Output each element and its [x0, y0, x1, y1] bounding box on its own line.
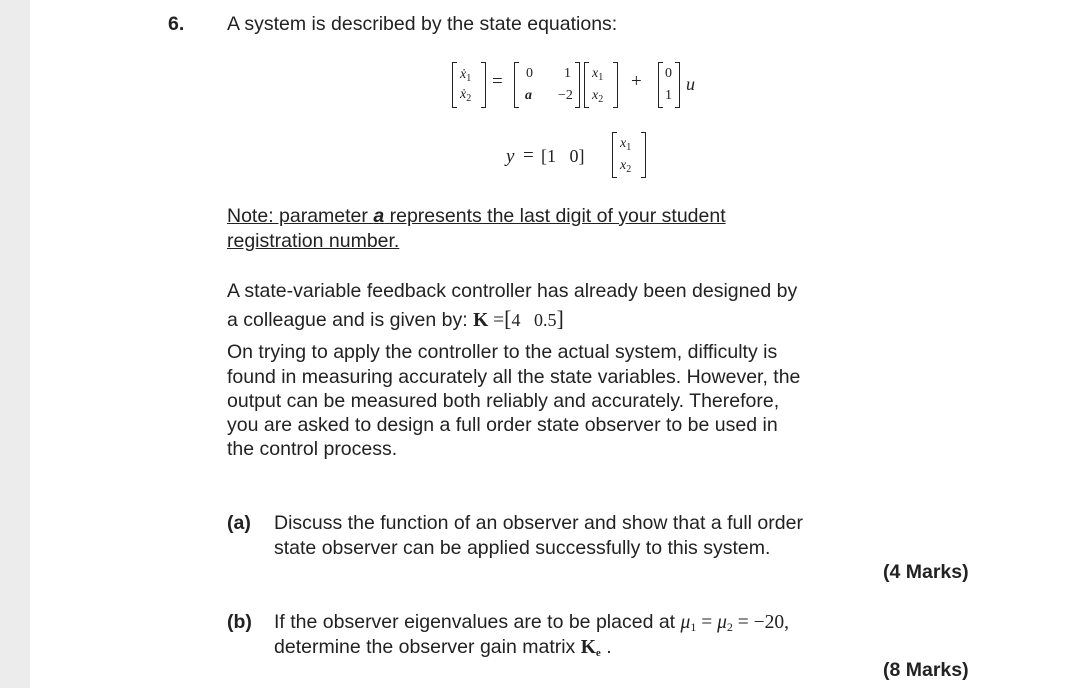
part-a-label: (a) [227, 512, 251, 534]
part-b-marks: (8 Marks) [883, 659, 969, 681]
gain-k-values: 4 0.5 [511, 310, 557, 330]
part-a-line-2: state observer can be applied successfully to this system. [274, 537, 771, 559]
a12: 1 [564, 66, 571, 81]
paragraph-2-line-4: you are asked to design a full order state observer to be used in [227, 414, 778, 436]
output-equals: = [523, 145, 534, 166]
left-margin-strip [0, 0, 30, 688]
a21-param: a [525, 88, 532, 103]
matrix-c: [1 0] [541, 146, 585, 166]
note-line-1: Note: parameter a represents the last digit of your student [227, 205, 726, 227]
question-intro: A system is described by the state equations: [227, 13, 618, 35]
note-param: a [373, 205, 385, 227]
note-line-2: registration number. [227, 230, 400, 252]
question-number: 6. [168, 13, 185, 35]
mu-2: μ [717, 612, 727, 633]
output-y: y [506, 146, 515, 167]
mu-1: μ [680, 612, 691, 633]
input-u: u [686, 74, 695, 94]
matrix-a [514, 62, 580, 108]
output-state-vector: $x_1$ $x_2$ [612, 132, 646, 178]
equals-sign: = [492, 71, 503, 92]
x1-dot: ẋ [460, 67, 467, 82]
part-b-line-2: determine the observer gain matrix $K_e$ . [274, 636, 612, 659]
x2-dot: ẋ [460, 87, 467, 102]
gain-k: K [473, 310, 489, 331]
eigenvalue-value: = −20, [732, 612, 789, 633]
part-b-line-1: If the observer eigenvalues are to be placed at $\mu_1 = \mu_2 = -20$, [274, 611, 789, 634]
paragraph-2-line-3: output can be measured both reliably and accurately. Therefore, [227, 390, 780, 412]
state-vector: $x_1$ $x_2$ [584, 62, 618, 108]
paragraph-2-line-2: found in measuring accurately all the state variables. However, the [227, 366, 801, 388]
a11: 0 [526, 66, 533, 81]
lhs-vector: ẋ$_1$ ẋ$_2$ [452, 62, 486, 108]
a22: −2 [558, 88, 573, 103]
part-a-line-1: Discuss the function of an observer and show that a full order [274, 512, 803, 534]
observer-gain-ke: K [580, 637, 596, 658]
paragraph-1-line-1: A state-variable feedback controller has already been designed by [227, 280, 798, 302]
paragraph-1-line-2: a colleague and is given by: K =[4 0.5] [227, 306, 564, 331]
matrix-b: 0 1 [658, 62, 680, 108]
paragraph-2-line-1: On trying to apply the controller to the actual system, difficulty is [227, 341, 778, 363]
plus-sign: + [631, 71, 642, 92]
part-b-label: (b) [227, 611, 252, 633]
paragraph-2-line-5: the control process. [227, 438, 398, 460]
part-a-marks: (4 Marks) [883, 561, 969, 583]
